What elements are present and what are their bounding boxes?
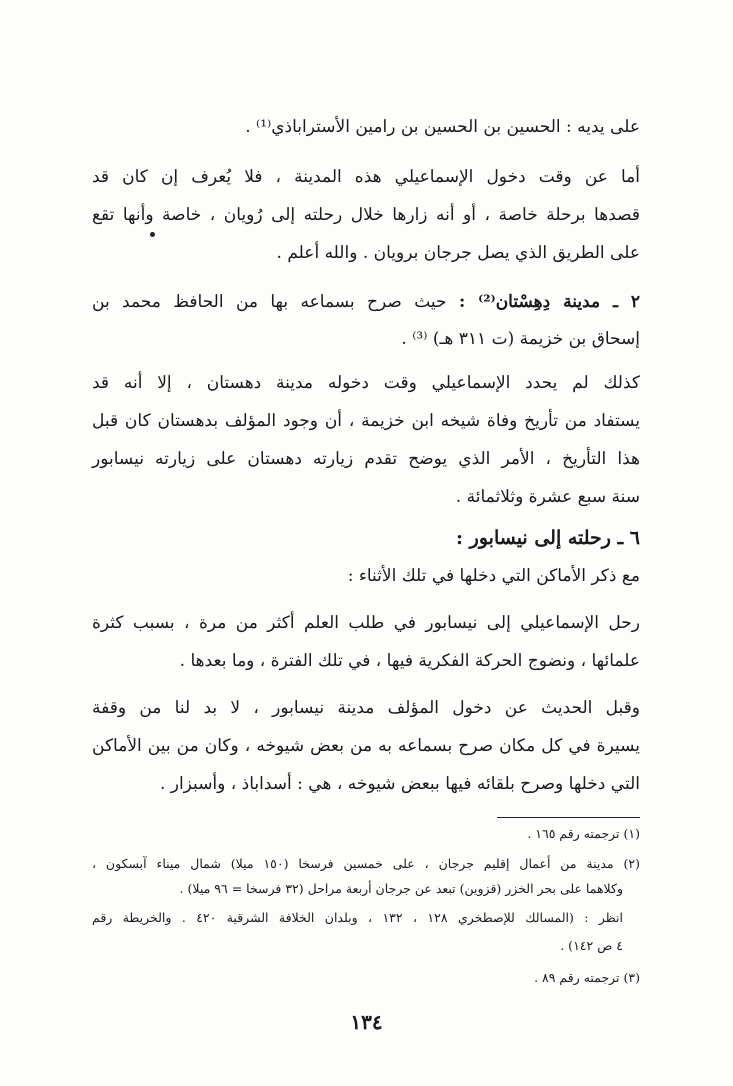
- section-2-line: [92, 283, 640, 321]
- body-line: على يديه : الحسين بن الحسين بن رامين الأستراباذي⁽¹⁾ .: [245, 117, 640, 137]
- body-line: علمائها ، ونضوج الحركة الفكرية فيها ، في تلك الفترة ، وما بعدها .: [179, 651, 640, 671]
- body-line: هذا التأريخ ، الأمر الذي يوضح تقدم زيارته دهستان على زيارته نيسابور: [92, 449, 640, 469]
- ink-dot: [150, 232, 155, 237]
- body-line: رحل الإسماعيلي إلى نيسابور في طلب العلم أكثر من مرة ، بسبب كثرة: [92, 613, 640, 633]
- footnote: (١) ترجمته رقم ١٦٥ .: [527, 826, 640, 841]
- body-line: يستفاد من تأريخ وفاة شيخه ابن خزيمة ، أن وجود المؤلف بدهستان كان قبل: [92, 411, 640, 431]
- body-line: إسحاق بن خزيمة (ت ٣١١ هـ) ⁽³⁾ .: [401, 329, 640, 349]
- footnote: ٤ ص ١٤٢) .: [560, 938, 623, 953]
- section-2-heading: ٢ ـ مدينة دِهِسْتان⁽²⁾ :: [458, 292, 640, 312]
- body-text: حيث صرح بسماعه بها من الحافظ محمد بن: [92, 292, 447, 312]
- body-line: على الطريق الذي يصل جرجان برويان . والله أعلم .: [276, 243, 640, 263]
- body-line: التي دخلها وصرح بلقائه فيها ببعض شيوخه ، هي : أسداباذ ، وأسبزار .: [159, 774, 640, 794]
- footnote-divider: [497, 817, 640, 818]
- body-line: سنة سبع عشرة وثلاثمائة .: [455, 487, 640, 507]
- body-line: قصدها برحلة خاصة ، أو أنه زارها خلال رحلته إلى رُويان ، خاصة وأنها تقع: [92, 205, 640, 225]
- body-line: أما عن وقت دخول الإسماعيلي هذه المدينة ، فلا يُعرف إن كان قد: [92, 167, 640, 187]
- footnote: (٣) ترجمته رقم ٨٩ .: [534, 970, 640, 985]
- body-line: يسيرة في كل مكان صرح بسماعه به من بعض شيوخه ، وكان من بين الأماكن: [92, 736, 640, 756]
- section-6-heading: ٦ ـ رحلته إلى نيسابور :: [456, 527, 640, 549]
- footnote: (٢) مدينة من أعمال إقليم جرجان ، على خمسين فرسخا (١٥٠ ميلا) شمال ميناء آبسكون ،: [92, 856, 640, 871]
- body-line: وقبل الحديث عن دخول المؤلف مدينة نيسابور ، لا بد لنا من وقفة: [92, 698, 640, 718]
- body-line: كذلك لم يحدد الإسماعيلي وقت دخوله مدينة دهستان ، إلا أنه قد: [92, 373, 640, 393]
- body-line: مع ذكر الأماكن التي دخلها في تلك الأثناء :: [347, 566, 640, 586]
- page-number: ١٣٤: [350, 1010, 383, 1034]
- footnote: وكلاهما على بحر الخزر (قزوين) تبعد عن جرجان أربعة مراحل (٣٢ فرسخا = ٩٦ ميلا) .: [179, 881, 623, 896]
- footnote: انظر : (المسالك للإصطخري ١٢٨ ، ١٣٢ ، وبلدان الخلافة الشرقية ٤٢٠ . والخريطة رقم: [92, 910, 623, 925]
